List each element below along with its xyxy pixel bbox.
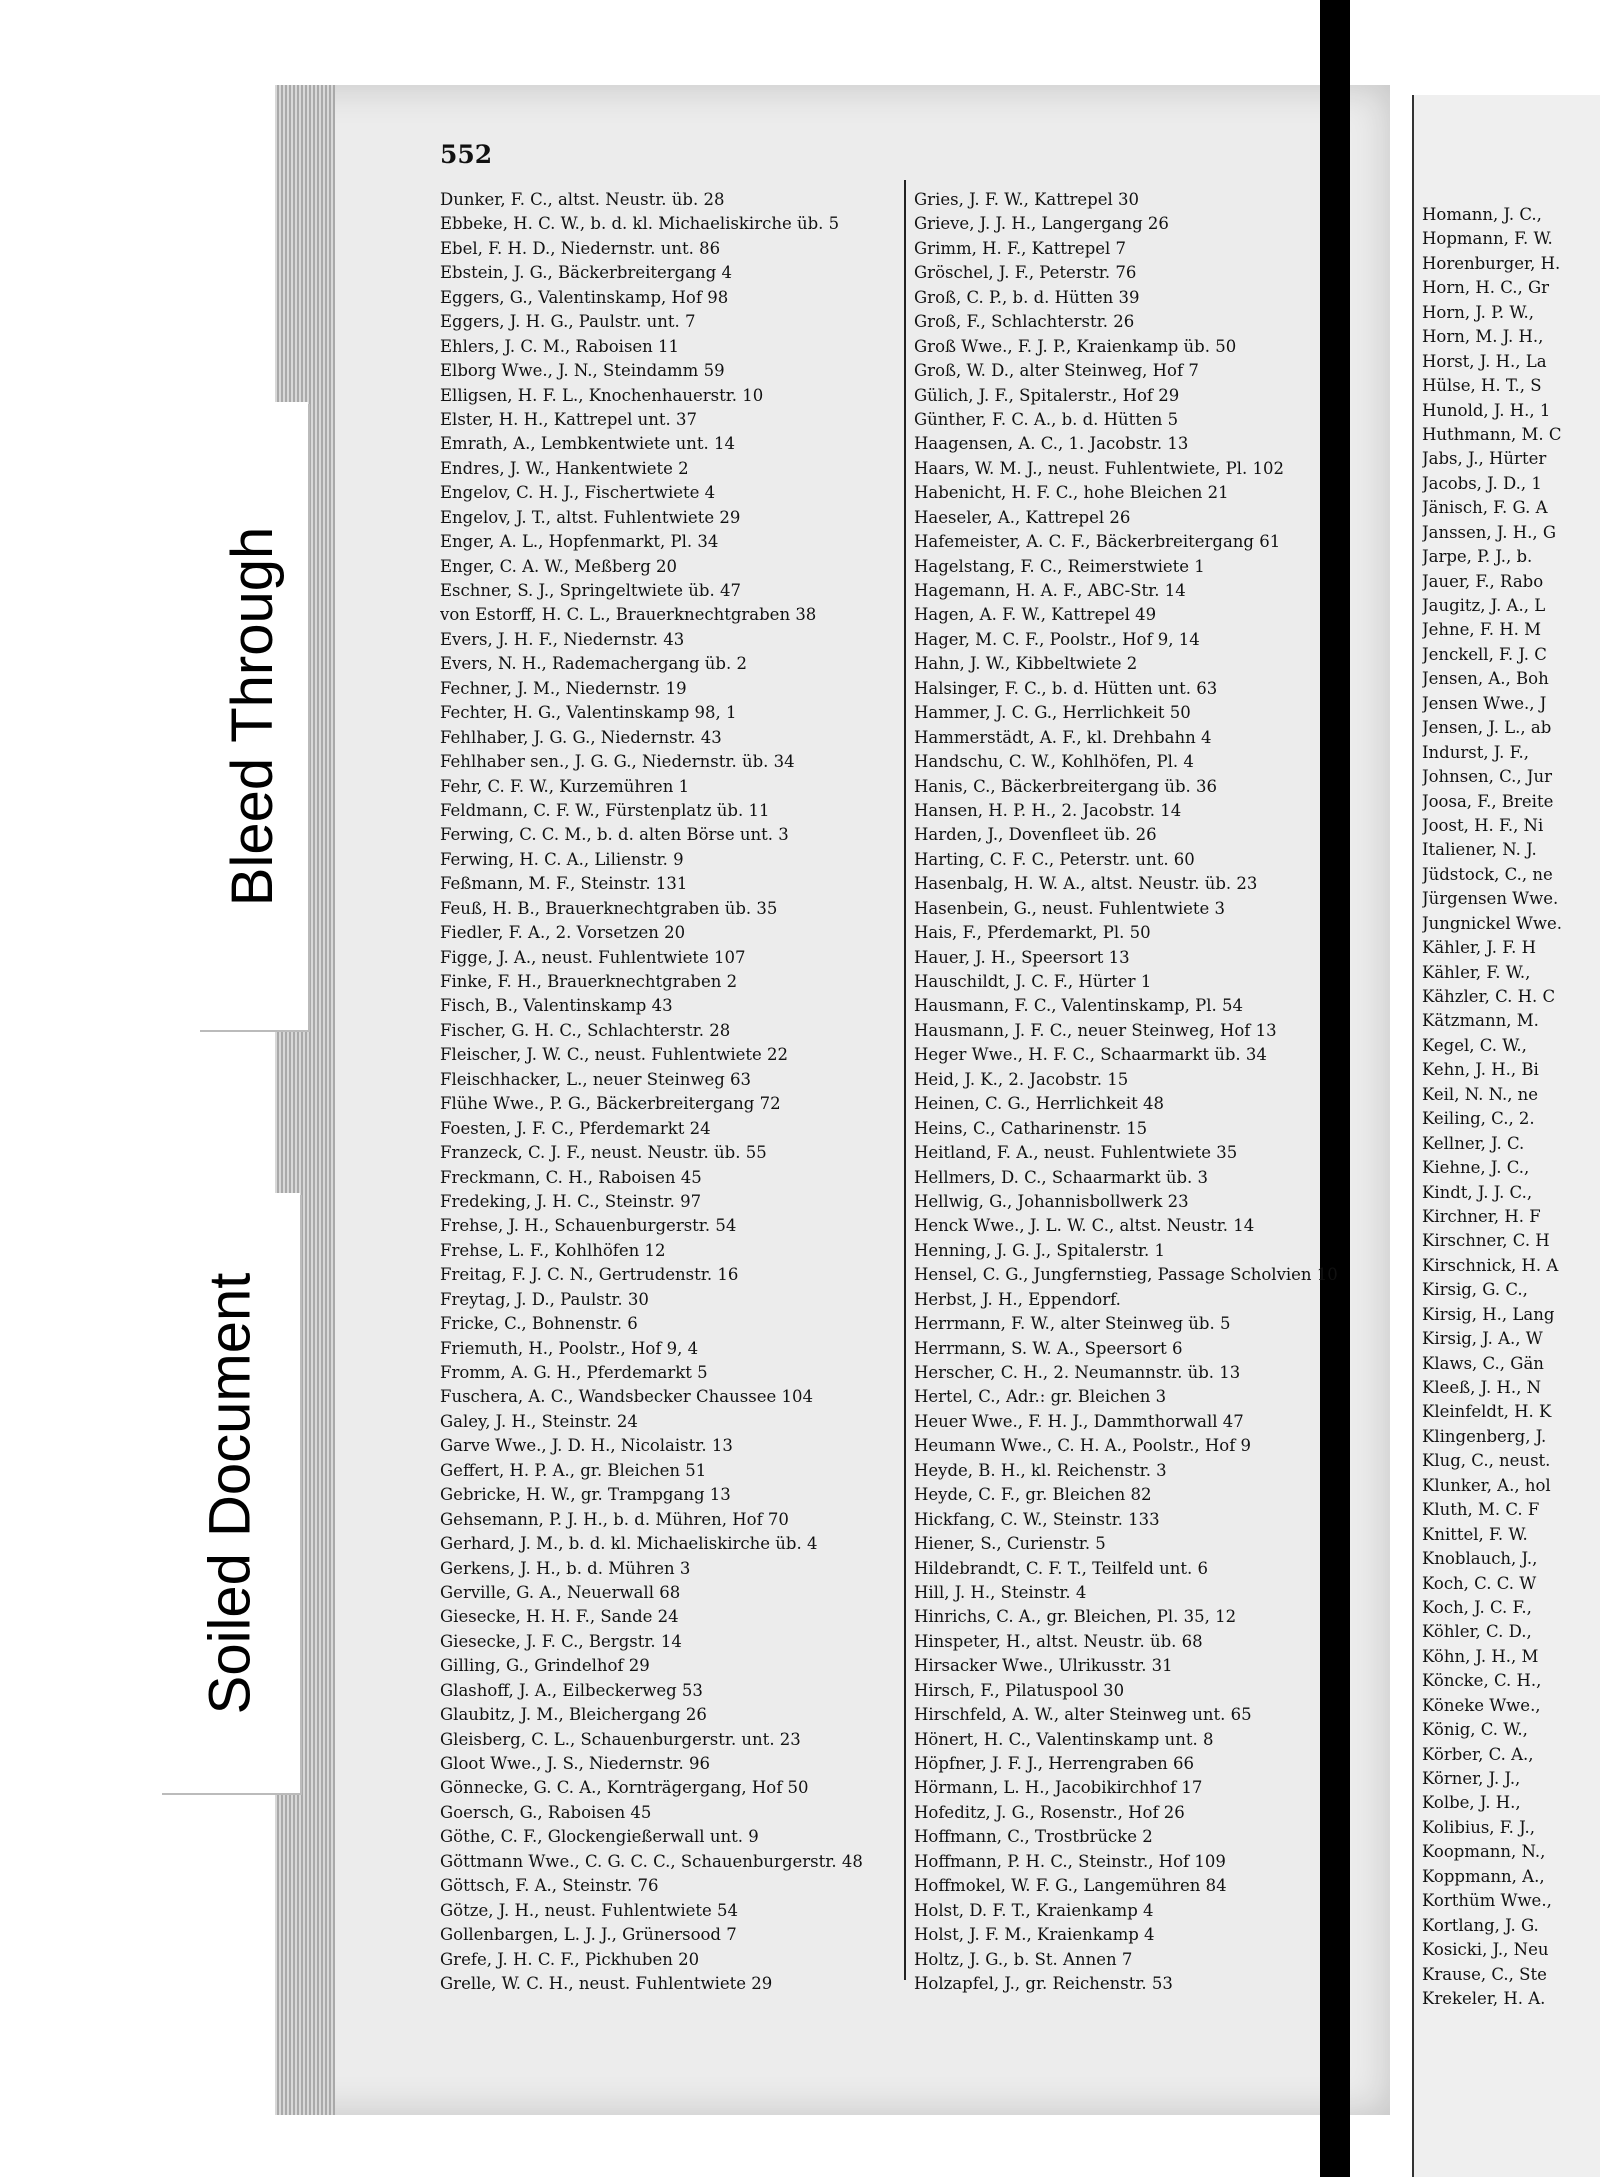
directory-entry: Heyde, B. H., kl. Reichenstr. 3 [914, 1460, 1167, 1480]
directory-entry: Hunold, J. H., 1 [1422, 400, 1551, 420]
directory-entry: Hensel, C. G., Jungfernstieg, Passage Scholvien 10 [914, 1265, 1338, 1285]
directory-entry: Köncke, C. H., [1422, 1671, 1542, 1691]
directory-entry: Jüdstock, C., ne [1422, 864, 1553, 884]
directory-entry: Hoffmann, P. H. C., Steinstr., Hof 109 [914, 1851, 1226, 1871]
directory-entry: Kirsig, J. A., W [1422, 1329, 1543, 1349]
directory-entry: Keiling, C., 2. [1422, 1109, 1535, 1129]
directory-entry: Foesten, J. F. C., Pferdemarkt 24 [440, 1118, 711, 1138]
directory-entry: Hinspeter, H., altst. Neustr. üb. 68 [914, 1631, 1203, 1651]
directory-entry: Hammer, J. C. G., Herrlichkeit 50 [914, 703, 1191, 723]
directory-entry: Klug, C., neust. [1422, 1451, 1551, 1471]
directory-entry: Geffert, H. P. A., gr. Bleichen 51 [440, 1460, 707, 1480]
directory-entry: Homann, J. C., [1422, 205, 1542, 224]
directory-column-right [1422, 203, 1562, 2011]
directory-entry: Grimm, H. F., Kattrepel 7 [914, 238, 1127, 258]
directory-entry: Kähler, J. F. H [1422, 938, 1536, 958]
directory-entry: Hausmann, F. C., Valentinskamp, Pl. 54 [914, 996, 1243, 1016]
directory-entry: Fromm, A. G. H., Pferdemarkt 5 [440, 1363, 708, 1382]
directory-entry: Fechter, H. G., Valentinskamp 98, 1 [440, 703, 737, 723]
directory-entry: Herrmann, F. W., alter Steinweg üb. 5 [914, 1314, 1231, 1334]
bleed-through-label [198, 402, 308, 1030]
directory-entry: Feuß, H. B., Brauerknechtgraben üb. 35 [440, 898, 778, 918]
directory-entry: Evers, N. H., Rademachergang üb. 2 [440, 654, 747, 674]
directory-entry: Kleinfeldt, H. K [1422, 1402, 1552, 1422]
directory-entry: Kiehne, J. C., [1422, 1158, 1530, 1178]
directory-entry: Feßmann, M. F., Steinstr. 131 [440, 874, 688, 894]
directory-entry: Hasenbalg, H. W. A., altst. Neustr. üb. 23 [914, 874, 1258, 894]
directory-entry: Enger, C. A. W., Meßberg 20 [440, 556, 678, 576]
directory-entry: Hausmann, J. F. C., neuer Steinweg, Hof 13 [914, 1020, 1277, 1040]
directory-entry: Jensen, A., Boh [1422, 669, 1549, 689]
directory-entry: Hellmers, D. C., Schaarmarkt üb. 3 [914, 1167, 1209, 1187]
directory-entry: Hofeditz, J. G., Rosenstr., Hof 26 [914, 1802, 1185, 1822]
directory-entry: Kluth, M. C. F [1422, 1500, 1540, 1520]
directory-entry: Franzeck, C. J. F., neust. Neustr. üb. 55 [440, 1143, 767, 1163]
directory-entry: Fleischhacker, L., neuer Steinweg 63 [440, 1069, 752, 1089]
directory-entry: Eschner, S. J., Springeltwiete üb. 47 [440, 581, 741, 600]
directory-entry: Feldmann, C. F. W., Fürstenplatz üb. 11 [440, 800, 770, 820]
directory-entry: Kähler, F. W., [1422, 962, 1531, 982]
directory-entry: Kegel, C. W., [1422, 1035, 1527, 1055]
directory-entry: Grieve, J. J. H., Langergang 26 [914, 214, 1169, 234]
directory-entry: Hiener, S., Curienstr. 5 [914, 1534, 1106, 1554]
directory-entry: Göttsch, F. A., Steinstr. 76 [440, 1876, 659, 1896]
directory-entry: Freytag, J. D., Paulstr. 30 [440, 1289, 649, 1309]
directory-entry: Heinen, C. G., Herrlichkeit 48 [914, 1094, 1165, 1114]
directory-entry: Fredeking, J. H. C., Steinstr. 97 [440, 1191, 702, 1211]
directory-entry: Holtz, J. G., b. St. Annen 7 [914, 1949, 1133, 1969]
page-stack-edge [275, 85, 335, 2115]
directory-entry: Engelov, J. T., altst. Fuhlentwiete 29 [440, 507, 741, 527]
directory-entry: Galey, J. H., Steinstr. 24 [440, 1411, 638, 1431]
directory-entry: Herscher, C. H., 2. Neumannstr. üb. 13 [914, 1363, 1241, 1382]
directory-entry: Janssen, J. H., G [1422, 522, 1557, 542]
directory-entry: Kleeß, J. H., N [1422, 1378, 1542, 1397]
directory-column-middle [914, 188, 1394, 1996]
directory-entry: Hagen, A. F. W., Kattrepel 49 [914, 605, 1157, 625]
directory-entry: Haars, W. M. J., neust. Fuhlentwiete, Pl. 102 [914, 458, 1284, 478]
directory-entry: Giesecke, H. H. F., Sande 24 [440, 1607, 679, 1627]
directory-entry: Keil, N. N., ne [1422, 1084, 1539, 1104]
directory-entry: Heyde, C. F., gr. Bleichen 82 [914, 1485, 1152, 1505]
directory-entry: Gülich, J. F., Spitalerstr., Hof 29 [914, 385, 1180, 405]
directory-entry: Jehne, F. H. M [1422, 620, 1542, 640]
directory-entry: Kortlang, J. G. [1422, 1915, 1539, 1935]
directory-entry: Horn, J. P. W., [1422, 302, 1534, 322]
directory-entry: Fleischer, J. W. C., neust. Fuhlentwiete 22 [440, 1045, 788, 1065]
directory-entry: Halsinger, F. C., b. d. Hütten unt. 63 [914, 678, 1218, 698]
directory-entry: Jungnickel Wwe. [1422, 913, 1562, 933]
directory-entry: Eggers, G., Valentinskamp, Hof 98 [440, 287, 729, 307]
directory-entry: Horn, M. J. H., [1422, 327, 1544, 347]
directory-entry: Heuer Wwe., F. H. J., Dammthorwall 47 [914, 1411, 1244, 1431]
directory-entry: Hagemann, H. A. F., ABC-Str. 14 [914, 581, 1186, 600]
directory-entry: Köhn, J. H., M [1422, 1646, 1539, 1666]
directory-entry: Ebel, F. H. D., Niedernstr. unt. 86 [440, 238, 721, 258]
directory-entry: Joosa, F., Breite [1422, 791, 1554, 811]
directory-entry: Köhler, C. D., [1422, 1622, 1532, 1642]
directory-entry: Hanis, C., Bäckerbreitergang üb. 36 [914, 776, 1217, 796]
directory-entry: Dunker, F. C., altst. Neustr. üb. 28 [440, 190, 725, 209]
directory-entry: Koch, J. C. F., [1422, 1597, 1532, 1617]
directory-entry: Jensen, J. L., ab [1422, 718, 1552, 738]
directory-entry: Elligsen, H. F. L., Knochenhauerstr. 10 [440, 385, 764, 405]
directory-entry: Fehlhaber sen., J. G. G., Niedernstr. üb. 34 [440, 752, 795, 772]
directory-entry: Hirschfeld, A. W., alter Steinweg unt. 65 [914, 1705, 1252, 1725]
directory-entry: Jauer, F., Rabo [1422, 571, 1544, 591]
directory-entry: Hellwig, G., Johannisbollwerk 23 [914, 1191, 1189, 1211]
directory-entry: Harden, J., Dovenfleet üb. 26 [914, 825, 1157, 845]
directory-entry: Friemuth, H., Poolstr., Hof 9, 4 [440, 1338, 699, 1358]
directory-entry: Holst, J. F. M., Kraienkamp 4 [914, 1925, 1155, 1945]
directory-entry: Holzapfel, J., gr. Reichenstr. 53 [914, 1973, 1173, 1993]
directory-entry: Elster, H. H., Kattrepel unt. 37 [440, 409, 698, 429]
directory-entry: Hülse, H. T., S [1422, 376, 1542, 396]
directory-entry: Ebbeke, H. C. W., b. d. kl. Michaeliskirche üb. 5 [440, 214, 840, 234]
directory-entry: Hill, J. H., Steinstr. 4 [914, 1582, 1087, 1602]
directory-entry: Jacobs, J. D., 1 [1422, 473, 1542, 493]
directory-entry: Herbst, J. H., Eppendorf. [914, 1289, 1121, 1309]
directory-entry: Jarpe, P. J., b. [1422, 547, 1533, 567]
directory-entry: Heitland, F. A., neust. Fuhlentwiete 35 [914, 1143, 1238, 1163]
directory-entry: Gollenbargen, L. J. J., Grünersood 7 [440, 1925, 737, 1945]
directory-entry: Günther, F. C. A., b. d. Hütten 5 [914, 409, 1179, 429]
directory-entry: Hertel, C., Adr.: gr. Bleichen 3 [914, 1387, 1167, 1407]
directory-entry: Joost, H. F., Ni [1422, 815, 1544, 835]
directory-entry: Jensen Wwe., J [1422, 693, 1547, 713]
directory-entry: Goersch, G., Raboisen 45 [440, 1802, 652, 1822]
directory-entry: Kähzler, C. H. C [1422, 987, 1556, 1006]
directory-entry: Freckmann, C. H., Raboisen 45 [440, 1167, 702, 1187]
directory-entry: Kindt, J. J. C., [1422, 1182, 1533, 1202]
directory-entry: Gehsemann, P. J. H., b. d. Mühren, Hof 70 [440, 1509, 789, 1529]
directory-entry: Koopmann, N., [1422, 1842, 1546, 1862]
directory-entry: Krekeler, H. A. [1422, 1988, 1546, 2008]
directory-entry: Grefe, J. H. C. F., Pickhuben 20 [440, 1949, 700, 1969]
directory-entry: Harting, C. F. C., Peterstr. unt. 60 [914, 849, 1195, 869]
right-page [1412, 95, 1600, 2177]
directory-entry: Henning, J. G. J., Spitalerstr. 1 [914, 1240, 1166, 1260]
directory-entry: Göttmann Wwe., C. G. C. C., Schauenburgerstr. 48 [440, 1851, 863, 1871]
directory-entry: Jabs, J., Hürter [1422, 449, 1547, 469]
directory-entry: Götze, J. H., neust. Fuhlentwiete 54 [440, 1900, 739, 1920]
directory-entry: Körner, J. J., [1422, 1769, 1521, 1788]
directory-entry: Huthmann, M. C [1422, 424, 1562, 444]
column-divider [904, 180, 906, 1980]
directory-entry: Kirschner, C. H [1422, 1231, 1550, 1251]
directory-entry: Gilling, G., Grindelhof 29 [440, 1656, 650, 1676]
directory-entry: Fiedler, F. A., 2. Vorsetzen 20 [440, 923, 686, 943]
directory-entry: Eggers, J. H. G., Paulstr. unt. 7 [440, 312, 696, 332]
directory-entry: Horn, H. C., Gr [1422, 278, 1550, 298]
directory-entry: Fuschera, A. C., Wandsbecker Chaussee 104 [440, 1387, 813, 1407]
directory-entry: Höpfner, J. F. J., Herrengraben 66 [914, 1754, 1195, 1773]
directory-entry: Heumann Wwe., C. H. A., Poolstr., Hof 9 [914, 1436, 1252, 1456]
directory-entry: Indurst, J. F., [1422, 742, 1530, 762]
directory-entry: Kirchner, H. F [1422, 1206, 1541, 1226]
directory-entry: Hirsacker Wwe., Ulrikusstr. 31 [914, 1656, 1173, 1676]
directory-entry: Emrath, A., Lembkentwiete unt. 14 [440, 434, 735, 454]
directory-entry: Gröschel, J. F., Peterstr. 76 [914, 263, 1137, 283]
page-number: 552 [440, 140, 493, 169]
directory-entry: Ferwing, C. C. M., b. d. alten Börse unt. 3 [440, 825, 789, 845]
directory-entry: Kirsig, G. C., [1422, 1280, 1528, 1300]
directory-entry: Hoffmann, C., Trostbrücke 2 [914, 1827, 1153, 1847]
directory-entry: Kellner, J. C. [1422, 1133, 1525, 1153]
directory-entry: Hauer, J. H., Speersort 13 [914, 947, 1130, 967]
directory-entry: Haagensen, A. C., 1. Jacobstr. 13 [914, 434, 1189, 454]
directory-entry: Hasenbein, G., neust. Fuhlentwiete 3 [914, 898, 1226, 918]
directory-entry: Gerville, G. A., Neuerwall 68 [440, 1582, 681, 1602]
directory-entry: Gönnecke, G. C. A., Kornträgergang, Hof 50 [440, 1778, 809, 1798]
directory-entry: Herrmann, S. W. A., Speersort 6 [914, 1338, 1183, 1358]
directory-entry: Hansen, H. P. H., 2. Jacobstr. 14 [914, 800, 1182, 820]
directory-entry: Evers, J. H. F., Niedernstr. 43 [440, 629, 685, 649]
directory-entry: Göthe, C. F., Glockengießerwall unt. 9 [440, 1827, 759, 1847]
directory-entry: Glashoff, J. A., Eilbeckerweg 53 [440, 1680, 703, 1700]
soiled-document-label [160, 1193, 300, 1793]
directory-entry: Groß, W. D., alter Steinweg, Hof 7 [914, 361, 1199, 381]
directory-entry: Hildebrandt, C. F. T., Teilfeld unt. 6 [914, 1558, 1208, 1578]
directory-entry: Flühe Wwe., P. G., Bäckerbreitergang 72 [440, 1094, 781, 1114]
directory-entry: Kätzmann, M. [1422, 1011, 1539, 1031]
directory-entry: Hoffmokel, W. F. G., Langemühren 84 [914, 1876, 1227, 1896]
directory-entry: Grelle, W. C. H., neust. Fuhlentwiete 29 [440, 1973, 773, 1993]
directory-entry: Jürgensen Wwe. [1422, 889, 1559, 909]
directory-entry: Gleisberg, C. L., Schauenburgerstr. unt. 23 [440, 1729, 801, 1749]
directory-entry: Johnsen, C., Jur [1422, 767, 1553, 787]
directory-entry: Groß Wwe., F. J. P., Kraienkamp üb. 50 [914, 336, 1237, 356]
directory-entry: Frehse, J. H., Schauenburgerstr. 54 [440, 1216, 737, 1236]
directory-entry: Hager, M. C. F., Poolstr., Hof 9, 14 [914, 629, 1200, 649]
directory-entry: Finke, F. H., Brauerknechtgraben 2 [440, 972, 738, 991]
soiled-document-text: Soiled Document [197, 1272, 263, 1714]
directory-entry: Knoblauch, J., [1422, 1549, 1538, 1569]
directory-entry: Groß, F., Schlachterstr. 26 [914, 312, 1135, 332]
directory-entry: Hauschildt, J. C. F., Hürter 1 [914, 972, 1152, 991]
directory-entry: Koppmann, A., [1422, 1866, 1545, 1886]
directory-entry: Knittel, F. W. [1422, 1524, 1528, 1544]
directory-entry: Handschu, C. W., Kohlhöfen, Pl. 4 [914, 752, 1194, 772]
directory-entry: Gerhard, J. M., b. d. kl. Michaeliskirche üb. 4 [440, 1534, 818, 1554]
directory-entry: Klunker, A., hol [1422, 1475, 1551, 1495]
directory-entry: Ferwing, H. C. A., Lilienstr. 9 [440, 849, 684, 869]
directory-entry: Jaugitz, J. A., L [1422, 596, 1546, 615]
directory-entry: Ebstein, J. G., Bäckerbreitergang 4 [440, 263, 732, 283]
directory-entry: Heins, C., Catharinenstr. 15 [914, 1118, 1148, 1138]
directory-entry: Freitag, F. J. C. N., Gertrudenstr. 16 [440, 1265, 739, 1285]
directory-entry: Giesecke, J. F. C., Bergstr. 14 [440, 1631, 682, 1651]
directory-entry: Hörmann, L. H., Jacobikirchhof 17 [914, 1778, 1203, 1798]
directory-entry: Koch, C. C. W [1422, 1573, 1537, 1593]
directory-column-left [440, 188, 910, 1996]
directory-entry: Frehse, L. F., Kohlhöfen 12 [440, 1240, 666, 1260]
directory-entry: Kolibius, F. J., [1422, 1817, 1535, 1837]
directory-entry: König, C. W., [1422, 1720, 1528, 1740]
directory-entry: Jänisch, F. G. A [1422, 498, 1548, 518]
directory-entry: Fehlhaber, J. G. G., Niedernstr. 43 [440, 727, 722, 747]
directory-entry: Fricke, C., Bohnenstr. 6 [440, 1314, 638, 1334]
directory-entry: Kosicki, J., Neu [1422, 1940, 1549, 1960]
directory-entry: Groß, C. P., b. d. Hütten 39 [914, 287, 1140, 307]
directory-entry: Fechner, J. M., Niedernstr. 19 [440, 678, 687, 698]
directory-entry: Kirsig, H., Lang [1422, 1304, 1555, 1324]
directory-entry: Ehlers, J. C. M., Raboisen 11 [440, 336, 680, 356]
directory-entry: Köneke Wwe., [1422, 1695, 1541, 1715]
directory-entry: Hopmann, F. W. [1422, 229, 1553, 249]
directory-entry: Glaubitz, J. M., Bleichergang 26 [440, 1705, 707, 1725]
directory-entry: Habenicht, H. F. C., hohe Bleichen 21 [914, 483, 1229, 503]
directory-entry: Kirschnick, H. A [1422, 1255, 1559, 1275]
directory-entry: Fehr, C. F. W., Kurzemühren 1 [440, 776, 690, 796]
directory-entry: Kehn, J. H., Bi [1422, 1060, 1539, 1080]
bleed-through-text: Bleed Through [220, 526, 286, 906]
directory-entry: Hais, F., Pferdemarkt, Pl. 50 [914, 923, 1151, 943]
directory-entry: Hirsch, F., Pilatuspool 30 [914, 1680, 1125, 1700]
directory-entry: Heid, J. K., 2. Jacobstr. 15 [914, 1069, 1129, 1089]
directory-entry: Hagelstang, F. C., Reimerstwiete 1 [914, 556, 1205, 576]
directory-entry: Fischer, G. H. C., Schlachterstr. 28 [440, 1020, 731, 1040]
directory-entry: Henck Wwe., J. L. W. C., altst. Neustr. 14 [914, 1216, 1255, 1236]
directory-entry: Fisch, B., Valentinskamp 43 [440, 996, 673, 1016]
directory-entry: Körber, C. A., [1422, 1744, 1534, 1764]
directory-entry: Hammerstädt, A. F., kl. Drehbahn 4 [914, 727, 1212, 747]
directory-entry: von Estorff, H. C. L., Brauerknechtgraben 38 [440, 605, 817, 625]
directory-entry: Enger, A. L., Hopfenmarkt, Pl. 34 [440, 532, 719, 552]
directory-entry: Hickfang, C. W., Steinstr. 133 [914, 1509, 1160, 1529]
directory-entry: Garve Wwe., J. D. H., Nicolaistr. 13 [440, 1436, 733, 1456]
directory-entry: Hahn, J. W., Kibbeltwiete 2 [914, 654, 1138, 674]
directory-entry: Hafemeister, A. C. F., Bäckerbreitergang 61 [914, 532, 1281, 552]
directory-entry: Elborg Wwe., J. N., Steindamm 59 [440, 361, 725, 381]
directory-entry: Engelov, C. H. J., Fischertwiete 4 [440, 483, 716, 503]
directory-entry: Horst, J. H., La [1422, 351, 1547, 371]
directory-entry: Gebricke, H. W., gr. Trampgang 13 [440, 1485, 731, 1505]
directory-entry: Kolbe, J. H., [1422, 1793, 1521, 1813]
directory-entry: Gries, J. F. W., Kattrepel 30 [914, 190, 1139, 209]
directory-entry: Gloot Wwe., J. S., Niedernstr. 96 [440, 1754, 711, 1773]
directory-entry: Horenburger, H. [1422, 253, 1561, 273]
directory-entry: Hinrichs, C. A., gr. Bleichen, Pl. 35, 12 [914, 1607, 1237, 1627]
directory-entry: Gerkens, J. H., b. d. Mühren 3 [440, 1558, 691, 1578]
directory-entry: Italiener, N. J. [1422, 840, 1537, 860]
directory-entry: Haeseler, A., Kattrepel 26 [914, 507, 1131, 527]
directory-entry: Figge, J. A., neust. Fuhlentwiete 107 [440, 947, 746, 967]
directory-entry: Endres, J. W., Hankentwiete 2 [440, 458, 689, 478]
directory-entry: Holst, D. F. T., Kraienkamp 4 [914, 1900, 1154, 1920]
directory-entry: Klingenberg, J. [1422, 1426, 1547, 1446]
directory-entry: Korthüm Wwe., [1422, 1891, 1552, 1911]
directory-entry: Hönert, H. C., Valentinskamp unt. 8 [914, 1729, 1214, 1749]
directory-entry: Krause, C., Ste [1422, 1964, 1547, 1984]
directory-entry: Heger Wwe., H. F. C., Schaarmarkt üb. 34 [914, 1045, 1267, 1065]
directory-entry: Klaws, C., Gän [1422, 1353, 1544, 1373]
directory-entry: Jenckell, F. J. C [1422, 644, 1547, 664]
